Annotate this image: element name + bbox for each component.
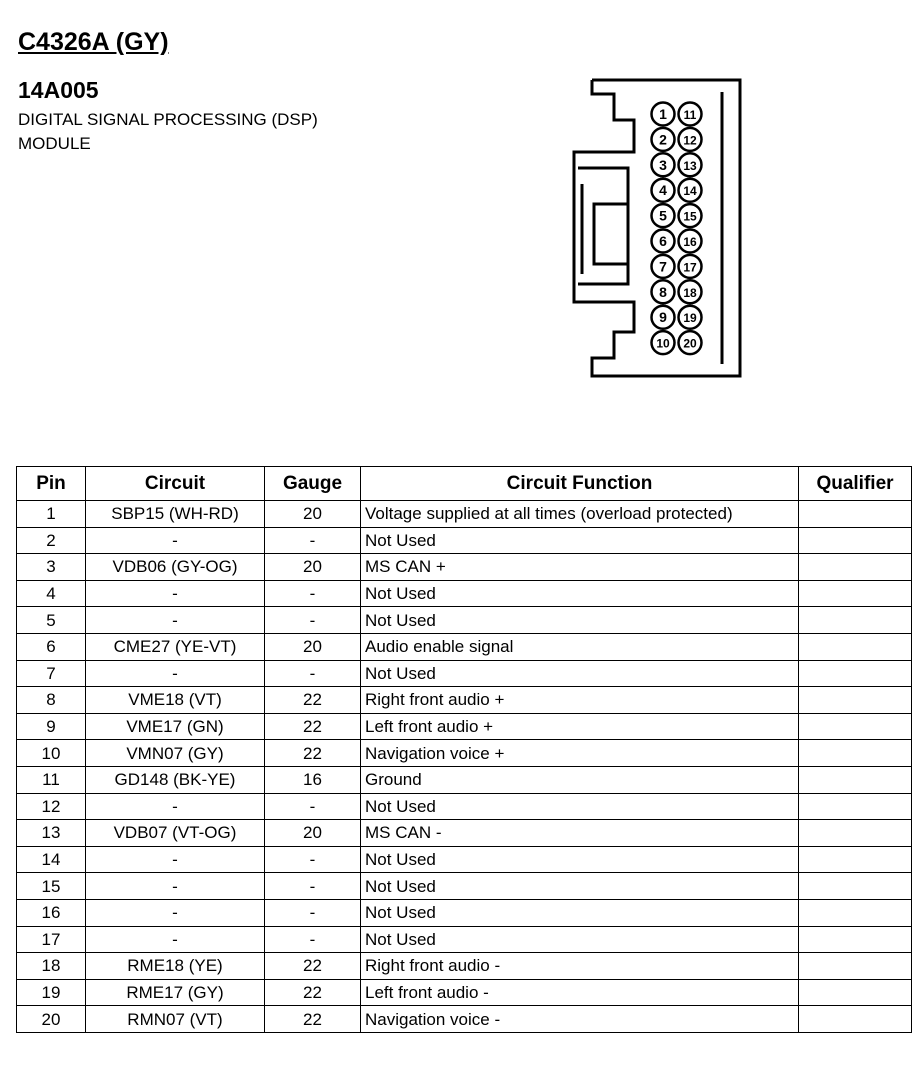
pin-cell: 3: [17, 554, 86, 581]
gauge-cell: -: [265, 580, 361, 607]
pin-cell: 20: [17, 1006, 86, 1033]
qualifier-cell: [799, 501, 912, 528]
qualifier-cell: [799, 793, 912, 820]
pin-13: [679, 153, 702, 176]
pin-label: 5: [659, 207, 667, 224]
function-cell: Not Used: [361, 580, 799, 607]
pin-label: 8: [659, 283, 667, 300]
gauge-cell: 20: [265, 820, 361, 847]
header-pin: Pin: [17, 467, 86, 501]
table-row: [17, 820, 912, 847]
circuit-cell: VDB07 (VT-OG): [86, 820, 265, 847]
circuit-cell: CME27 (YE-VT): [86, 633, 265, 660]
function-cell: Not Used: [361, 899, 799, 926]
circuit-cell: GD148 (BK-YE): [86, 766, 265, 793]
pin-cell: 14: [17, 846, 86, 873]
pin-17: [679, 255, 702, 278]
circuit-cell: -: [86, 660, 265, 687]
pin-3: [652, 153, 675, 176]
function-cell: Navigation voice +: [361, 740, 799, 767]
table-row: [17, 793, 912, 820]
pin-20: [679, 331, 702, 354]
function-cell: Not Used: [361, 607, 799, 634]
circuit-cell: VME17 (GN): [86, 713, 265, 740]
pin-cell: 7: [17, 660, 86, 687]
function-cell: Left front audio +: [361, 713, 799, 740]
table-row: [17, 501, 912, 528]
circuit-cell: RME17 (GY): [86, 979, 265, 1006]
circuit-cell: -: [86, 846, 265, 873]
pin-2: [652, 128, 675, 151]
pin-cell: 6: [17, 633, 86, 660]
pin-18: [679, 280, 702, 303]
table-header-row: [17, 467, 912, 501]
gauge-cell: -: [265, 527, 361, 554]
gauge-cell: 22: [265, 1006, 361, 1033]
function-cell: Not Used: [361, 873, 799, 900]
pin-cell: 11: [17, 766, 86, 793]
gauge-cell: -: [265, 607, 361, 634]
gauge-cell: -: [265, 899, 361, 926]
table-row: [17, 607, 912, 634]
pin-label: 11: [683, 108, 697, 122]
qualifier-cell: [799, 607, 912, 634]
description-line-2: MODULE: [18, 134, 91, 153]
table-row: [17, 846, 912, 873]
gauge-cell: -: [265, 793, 361, 820]
circuit-cell: -: [86, 873, 265, 900]
pin-11: [679, 103, 702, 126]
pin-5: [652, 204, 675, 227]
function-cell: MS CAN +: [361, 554, 799, 581]
pin-label: 13: [683, 158, 697, 173]
function-cell: Right front audio -: [361, 953, 799, 980]
gauge-cell: 22: [265, 953, 361, 980]
pin-label: 6: [659, 233, 667, 249]
table-row: [17, 713, 912, 740]
pin-label: 3: [659, 156, 667, 173]
circuit-cell: -: [86, 899, 265, 926]
qualifier-cell: [799, 979, 912, 1006]
pin-label: 12: [683, 133, 697, 148]
function-cell: Navigation voice -: [361, 1006, 799, 1033]
gauge-cell: 16: [265, 766, 361, 793]
gauge-cell: 22: [265, 740, 361, 767]
pin-label: 20: [683, 336, 697, 351]
qualifier-cell: [799, 660, 912, 687]
qualifier-cell: [799, 899, 912, 926]
header-circuit-function: Circuit Function: [361, 467, 799, 501]
qualifier-cell: [799, 687, 912, 714]
qualifier-cell: [799, 926, 912, 953]
table-row: [17, 953, 912, 980]
circuit-cell: VDB06 (GY-OG): [86, 554, 265, 581]
function-cell: Left front audio -: [361, 979, 799, 1006]
circuit-cell: -: [86, 527, 265, 554]
table-row: [17, 554, 912, 581]
table-row: [17, 687, 912, 714]
qualifier-cell: [799, 953, 912, 980]
pin-4: [652, 179, 675, 202]
function-cell: Right front audio +: [361, 687, 799, 714]
table-row: [17, 873, 912, 900]
circuit-cell: VME18 (VT): [86, 687, 265, 714]
table-row: [17, 633, 912, 660]
pinout-table: [16, 466, 912, 1033]
pin-label: 1: [659, 106, 667, 122]
part-number: 14A005: [18, 77, 99, 103]
pin-cell: 2: [17, 527, 86, 554]
circuit-cell: SBP15 (WH-RD): [86, 501, 265, 528]
function-cell: Voltage supplied at all times (overload protected): [361, 501, 799, 528]
pin-cell: 9: [17, 713, 86, 740]
qualifier-cell: [799, 766, 912, 793]
table-row: [17, 979, 912, 1006]
pin-label: 7: [659, 258, 667, 275]
function-cell: Not Used: [361, 660, 799, 687]
table-row: [17, 926, 912, 953]
header-gauge: Gauge: [265, 467, 361, 501]
pin-cell: 10: [17, 740, 86, 767]
pin-cell: 8: [17, 687, 86, 714]
pin-label: 18: [683, 285, 697, 300]
function-cell: Ground: [361, 766, 799, 793]
pin-cell: 16: [17, 899, 86, 926]
circuit-cell: -: [86, 580, 265, 607]
function-cell: Not Used: [361, 926, 799, 953]
gauge-cell: -: [265, 660, 361, 687]
table-row: [17, 740, 912, 767]
pin-cell: 1: [17, 501, 86, 528]
table-row: [17, 1006, 912, 1033]
qualifier-cell: [799, 820, 912, 847]
table-row: [17, 580, 912, 607]
function-cell: MS CAN -: [361, 820, 799, 847]
function-cell: Audio enable signal: [361, 633, 799, 660]
gauge-cell: 20: [265, 554, 361, 581]
pin-cell: 12: [17, 793, 86, 820]
pin-label: 9: [659, 309, 667, 326]
qualifier-cell: [799, 633, 912, 660]
pin-16: [679, 230, 702, 253]
qualifier-cell: [799, 873, 912, 900]
qualifier-cell: [799, 527, 912, 554]
pin-cell: 15: [17, 873, 86, 900]
circuit-cell: RME18 (YE): [86, 953, 265, 980]
gauge-cell: -: [265, 873, 361, 900]
pin-label: 2: [659, 131, 667, 148]
circuit-cell: -: [86, 607, 265, 634]
header-circuit: Circuit: [86, 467, 265, 501]
pin-cell: 4: [17, 580, 86, 607]
pin-6: [652, 230, 675, 253]
pin-cell: 19: [17, 979, 86, 1006]
pin-label: 15: [683, 209, 697, 224]
pin-label: 10: [656, 336, 670, 351]
pin-label: 17: [683, 260, 697, 275]
pin-label: 14: [683, 184, 697, 199]
pin-14: [679, 179, 702, 202]
connector-title: C4326A (GY): [18, 28, 169, 56]
pin-8: [652, 280, 675, 303]
qualifier-cell: [799, 713, 912, 740]
function-cell: Not Used: [361, 793, 799, 820]
pin-15: [679, 204, 702, 227]
connector-face-diagram: [568, 74, 748, 384]
function-cell: Not Used: [361, 527, 799, 554]
pin-label: 16: [683, 235, 697, 249]
gauge-cell: -: [265, 846, 361, 873]
qualifier-cell: [799, 580, 912, 607]
gauge-cell: 22: [265, 713, 361, 740]
module-description: [18, 108, 318, 156]
pin-cell: 17: [17, 926, 86, 953]
gauge-cell: 20: [265, 633, 361, 660]
pin-12: [679, 128, 702, 151]
circuit-cell: RMN07 (VT): [86, 1006, 265, 1033]
pin-10: [652, 331, 675, 354]
function-cell: Not Used: [361, 846, 799, 873]
pin-1: [652, 103, 675, 126]
qualifier-cell: [799, 554, 912, 581]
circuit-cell: -: [86, 926, 265, 953]
gauge-cell: -: [265, 926, 361, 953]
pin-9: [652, 306, 675, 329]
pin-cell: 18: [17, 953, 86, 980]
circuit-cell: VMN07 (GY): [86, 740, 265, 767]
table-row: [17, 766, 912, 793]
qualifier-cell: [799, 1006, 912, 1033]
gauge-cell: 22: [265, 979, 361, 1006]
pin-grid: [652, 103, 702, 355]
qualifier-cell: [799, 846, 912, 873]
pin-label: 4: [659, 182, 667, 199]
circuit-cell: -: [86, 793, 265, 820]
pin-label: 19: [683, 311, 697, 326]
table-row: [17, 660, 912, 687]
pin-cell: 5: [17, 607, 86, 634]
header-qualifier: Qualifier: [799, 467, 912, 501]
gauge-cell: 22: [265, 687, 361, 714]
qualifier-cell: [799, 740, 912, 767]
table-row: [17, 899, 912, 926]
table-row: [17, 527, 912, 554]
pin-cell: 13: [17, 820, 86, 847]
pin-7: [652, 255, 675, 278]
pin-19: [679, 306, 702, 329]
description-line-1: DIGITAL SIGNAL PROCESSING (DSP): [18, 110, 318, 129]
gauge-cell: 20: [265, 501, 361, 528]
